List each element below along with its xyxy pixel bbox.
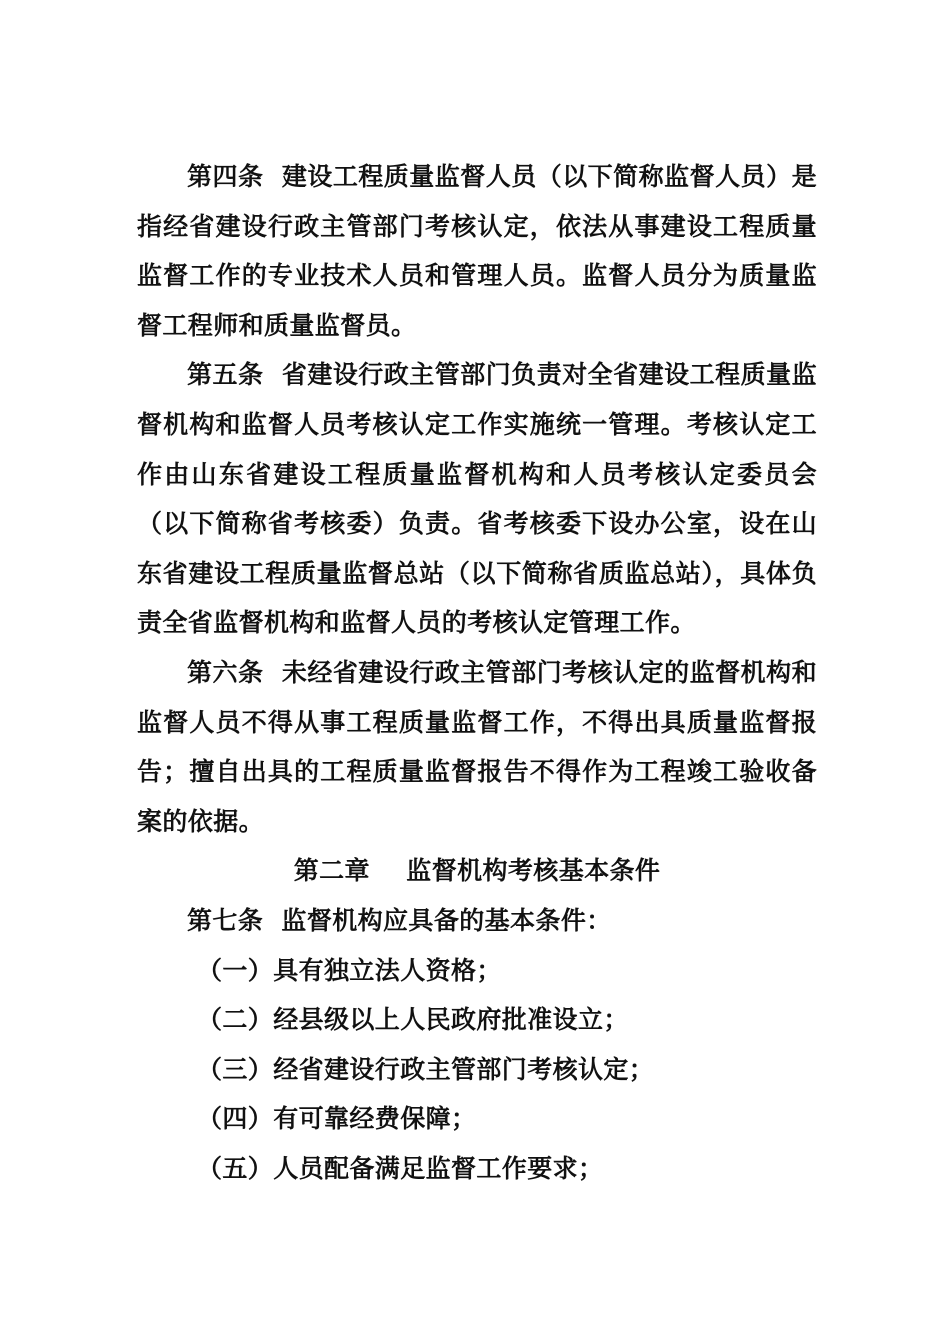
- article-6-label: 第六条: [187, 657, 282, 687]
- condition-item: （五）人员配备满足监督工作要求；: [197, 1153, 604, 1183]
- chapter-2-heading: 第二章 监督机构考核基本条件: [293, 856, 661, 886]
- condition-item: （一）具有独立法人资格；: [197, 955, 502, 985]
- article-4: [137, 152, 817, 350]
- condition-item: （四）有可靠经费保障；: [197, 1104, 477, 1134]
- article-7-label: 第七条: [187, 905, 282, 935]
- condition-item: （三）经省建设行政主管部门考核认定；: [197, 1054, 655, 1084]
- document-page: [137, 152, 817, 1193]
- article-4-label: 第四条: [187, 162, 282, 191]
- article-5-text: 省建设行政主管部门负责对全省建设工程质量监督机构和监督人员考核认定工作实施统一管理。考核认定工作由山东省建设工程质量监督机构和人员考核认定委员会（以下简称省考核委）负责。省考核委下设办公室，设在山东省建设工程质量监督总站（以下简称省质监总站），具体负责全省监督机构和监督人员的考核认定管理工作。: [137, 360, 817, 638]
- article-6: [137, 648, 817, 846]
- article-5: [137, 350, 817, 648]
- condition-item: （二）经县级以上人民政府批准设立；: [197, 1005, 629, 1035]
- article-4-text: 建设工程质量监督人员（以下简称监督人员）是指经省建设行政主管部门考核认定，依法从事建设工程质量监督工作的专业技术人员和管理人员。监督人员分为质量监督工程师和质量监督员。: [137, 162, 817, 340]
- article-5-label: 第五条: [187, 360, 282, 390]
- article-6-text: 未经省建设行政主管部门考核认定的监督机构和监督人员不得从事工程质量监督工作，不得出具质量监督报告；擅自出具的工程质量监督报告不得作为工程竣工验收备案的依据。: [137, 657, 817, 836]
- article-7-text: 监督机构应具备的基本条件：: [281, 905, 612, 935]
- article-7: [137, 896, 817, 946]
